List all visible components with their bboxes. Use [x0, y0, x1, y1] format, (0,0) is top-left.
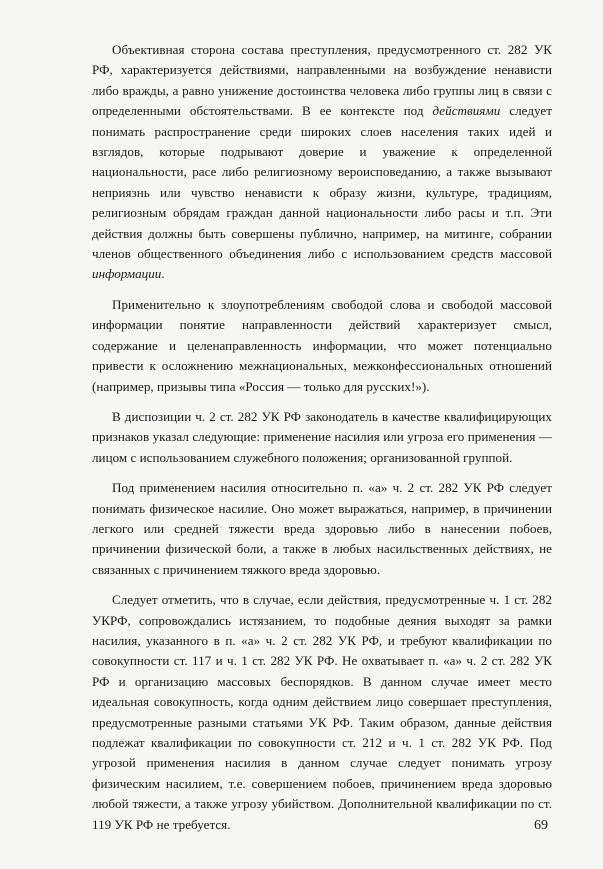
- paragraph-1: [92, 40, 552, 285]
- page-number: 69: [534, 818, 548, 833]
- paragraph-4: Под применением насилия относительно п. «а» ч. 2 ст. 282 УК РФ следует понимать физическое насилие. Оно может выражаться, например, в причинении легкого или средней тяжести вреда здоровью либо в нанесении побоев, причинении физической боли, а также в любых насильственных действиях, не связанных с причинением тяжкого вреда здоровью.: [92, 480, 552, 577]
- body-text: [92, 40, 552, 845]
- paragraph-2: Применительно к злоупотреблениям свободой слова и свободой массовой информации понятие направленности действий характеризует смысл, содержание и целенаправленность информации, что может потенциально привести к осложнению межнациональных, межконфессиональных отношений (например, призывы типа «Россия — только для русских!»).: [92, 296, 552, 394]
- paragraph-1-part-5: .: [161, 266, 165, 282]
- paragraph-5: Следует отметить, что в случае, если действия, предусмотренные ч. 1 ст. 282 УКРФ, сопровождались истязанием, то подобные деяния выходят за рамки насилия, указанного в п. «а» ч. 2 ст. 282 УК РФ, и требуют квалификации по совокупности ст. 117 и ч. 1 ст. 282 УК РФ. Не охватывает п. «а» ч. 2 ст. 282 УК РФ и организацию массовых беспорядков. В данном случае имеет место идеальная совокупность, когда одним действием лицо совершает преступления, предусмотренные разными статьями УК РФ. Таким образом, данные действия подлежат квалификации по совокупности ст. 212 и ч. 1 ст. 282 УК РФ. Под угрозой применения насилия в данном случае следует понимать угрозу физическим насилием, т.е. совершением побоев, причинением вреда здоровью любой тяжести, а также угрозу убийством. Дополнительной квалификации по ст. 119 УК РФ не требуется.: [92, 592, 552, 832]
- paragraph-1-part-1: Объективная сторона состава преступления, предусмотренного ст. 282 УК РФ, характеризуется действиями, направленными на возбуждение ненависти либо вражды, а равно унижение достоинства человека либо группы лиц в связи с определенными обстоятельствами. В ее контексте под: [92, 42, 552, 119]
- emphasis-deystviyami: действиями: [432, 103, 501, 119]
- paragraph-1-part-3: следует понимать распространение среди широких слоев населения таких идей и взглядов, которые подрывают доверие и уважение к определенной национальности, расе либо религиозному вероисповеданию, а также вызывают неприязнь или чувство ненависти к образу жизни, культуре, традициям, религиозным обрядам граждан данной национальности либо расы и т.п. Эти действия должны быть совершены публично, например, на митинге, собрании членов общественного объединения либо с использованием средств массовой: [92, 103, 552, 262]
- paragraph-3: В диспозиции ч. 2 ст. 282 УК РФ законодатель в качестве квалифицирующих признаков указал следующие: применение насилия или угроза его применения — лицом с использованием служебного положения; организованной группой.: [92, 408, 552, 465]
- emphasis-informatsii: информации: [92, 266, 162, 282]
